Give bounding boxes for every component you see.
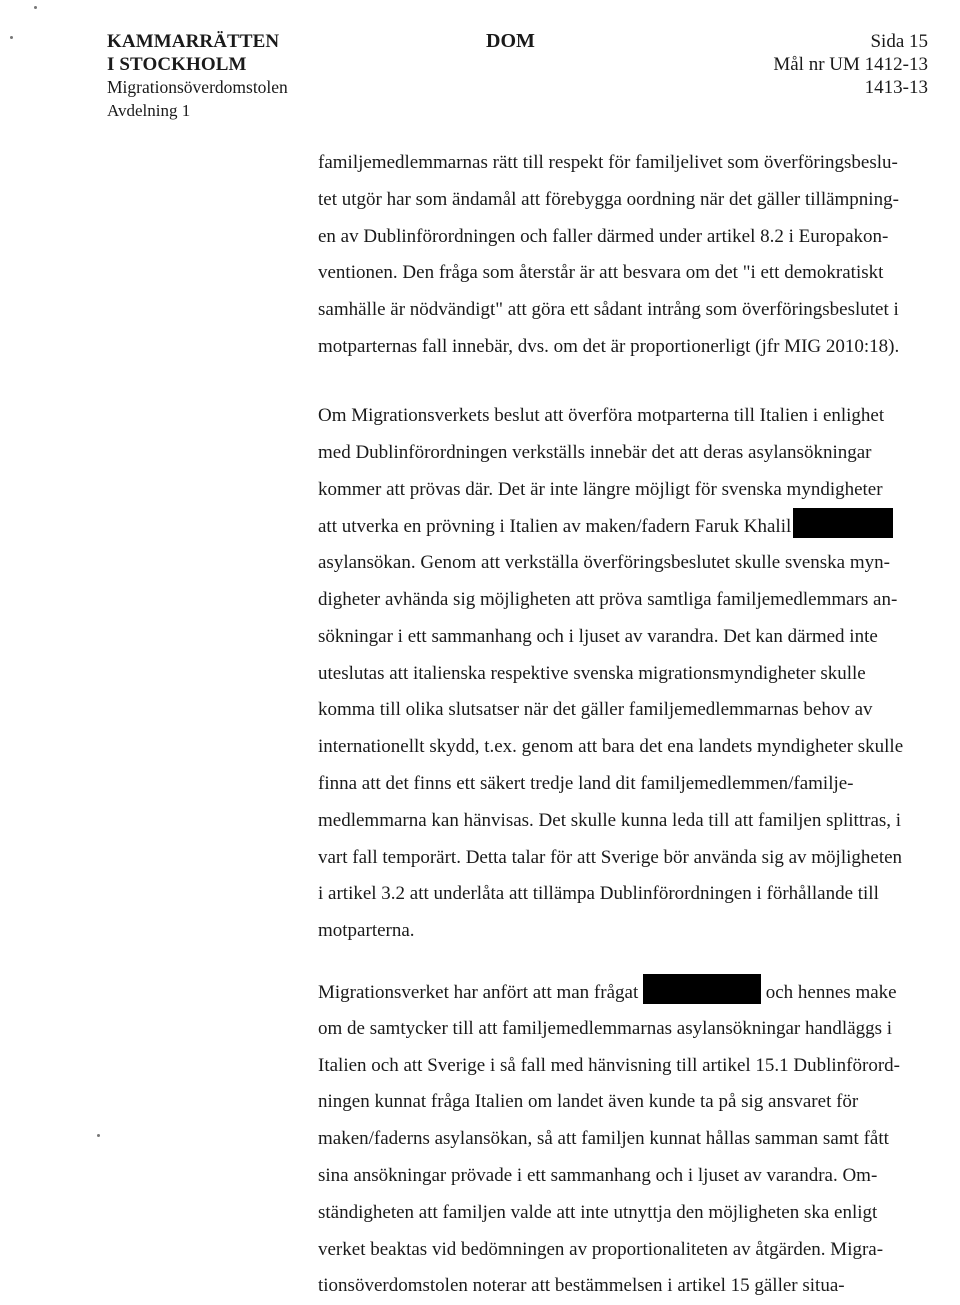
document-type: DOM [486, 30, 535, 52]
text-line: motparternas fall innebär, dvs. om det är proportionerligt (jfr MIG 2010:18). [318, 335, 900, 357]
text-line: ständigheten att familjen valde att inte utnyttja den möjligheten ska enligt [318, 1201, 878, 1223]
text-line: om de samtycker till att familjemedlemmarnas asylansökningar handläggs i [318, 1017, 893, 1039]
scan-speck [34, 6, 37, 9]
text-line-with-redaction [318, 974, 930, 1011]
text-line: asylansökan. Genom att verkställa överföringsbeslutet skulle svenska myn- [318, 552, 890, 574]
court-header [107, 30, 367, 122]
court-name-line2: I STOCKHOLM [107, 54, 247, 75]
text-line: en av Dublinförordningen och faller därmed under artikel 8.2 i Europakon- [318, 225, 889, 247]
text-line: medlemmarna kan hänvisas. Det skulle kunna leda till att familjen splittras, i [318, 809, 902, 831]
text-line: Italien och att Sverige i så fall med hänvisning till artikel 15.1 Dublinförord- [318, 1054, 900, 1076]
text-line: familjemedlemmarnas rätt till respekt för familjelivet som överföringsbeslu- [318, 152, 898, 173]
text-line: maken/faderns asylansökan, så att familjen kunnat hållas samman samt fått [318, 1128, 889, 1150]
court-department: Avdelning 1 [107, 101, 191, 120]
text-line: Om Migrationsverkets beslut att överföra motparterna till Italien i enlighet [318, 405, 885, 426]
court-subdivision: Migrationsöverdomstolen [107, 77, 288, 97]
text-line: sökningar i ett sammanhang och i ljuset av varandra. Det kan därmed inte [318, 625, 878, 647]
text-line: internationellt skydd, t.ex. genom att bara det ena landets myndigheter skulle [318, 736, 904, 758]
text-line: ventionen. Den fråga som återstår är att besvara om det "i ett demokratiskt [318, 262, 884, 284]
scan-speck [97, 1134, 100, 1137]
case-number-2: 1413-13 [864, 77, 928, 98]
text-segment: att utverka en prövning i Italien av maken/fadern Faruk Khalil [318, 516, 792, 538]
page-number: Sida 15 [870, 31, 928, 52]
text-line: tet utgör har som ändamål att förebygga oordning när det gäller tillämpning- [318, 188, 899, 210]
text-segment: och hennes make [765, 982, 897, 1003]
text-line: vart fall temporärt. Detta talar för att Sverige bör använda sig av möjligheten [318, 846, 903, 868]
court-name-line1: KAMMARRÄTTEN [107, 31, 280, 52]
paragraph-2 [318, 398, 930, 950]
case-number-1: Mål nr UM 1412-13 [773, 54, 928, 75]
text-line: kommer att prövas där. Det är inte längre möjligt för svenska myndigheter [318, 478, 883, 500]
text-line: sina ansökningar prövade i ett sammanhang och i ljuset av varandra. Om- [318, 1164, 878, 1186]
paragraph-3 [318, 974, 930, 1305]
text-line: komma till olika slutsatser när det gäller familjemedlemmarnas behov av [318, 699, 873, 721]
paragraph-1 [318, 145, 930, 366]
redaction-box [643, 974, 761, 1004]
redaction-box [793, 508, 893, 538]
page-info [773, 30, 928, 99]
text-line-with-redaction [318, 508, 930, 545]
text-line: i artikel 3.2 att underlåta att tillämpa Dublinförordningen i förhållande till [318, 883, 879, 905]
text-line: motparterna. [318, 920, 415, 942]
text-line: verket beaktas vid bedömningen av proportionaliteten av åtgärden. Migra- [318, 1238, 884, 1260]
text-line: med Dublinförordningen verkställs innebär det att deras asylansökningar [318, 441, 872, 463]
text-segment: Migrationsverket har anfört att man frågat [318, 982, 639, 1003]
text-line: samhälle är nödvändigt" att göra ett sådant intrång som överföringsbeslutet i [318, 299, 899, 321]
text-line: tionsöverdomstolen noterar att bestämmelsen i artikel 15 gäller situa- [318, 1275, 845, 1297]
text-line: digheter avhända sig möjligheten att pröva samtliga familjemedlemmars an- [318, 588, 898, 610]
text-line: uteslutas att italienska respektive svenska migrationsmyndigheter skulle [318, 662, 866, 684]
text-line: ningen kunnat fråga Italien om landet även kunde ta på sig ansvaret för [318, 1091, 859, 1113]
scan-speck [10, 36, 13, 39]
text-line: finna att det finns ett säkert tredje land dit familjemedlemmen/familje- [318, 772, 854, 794]
